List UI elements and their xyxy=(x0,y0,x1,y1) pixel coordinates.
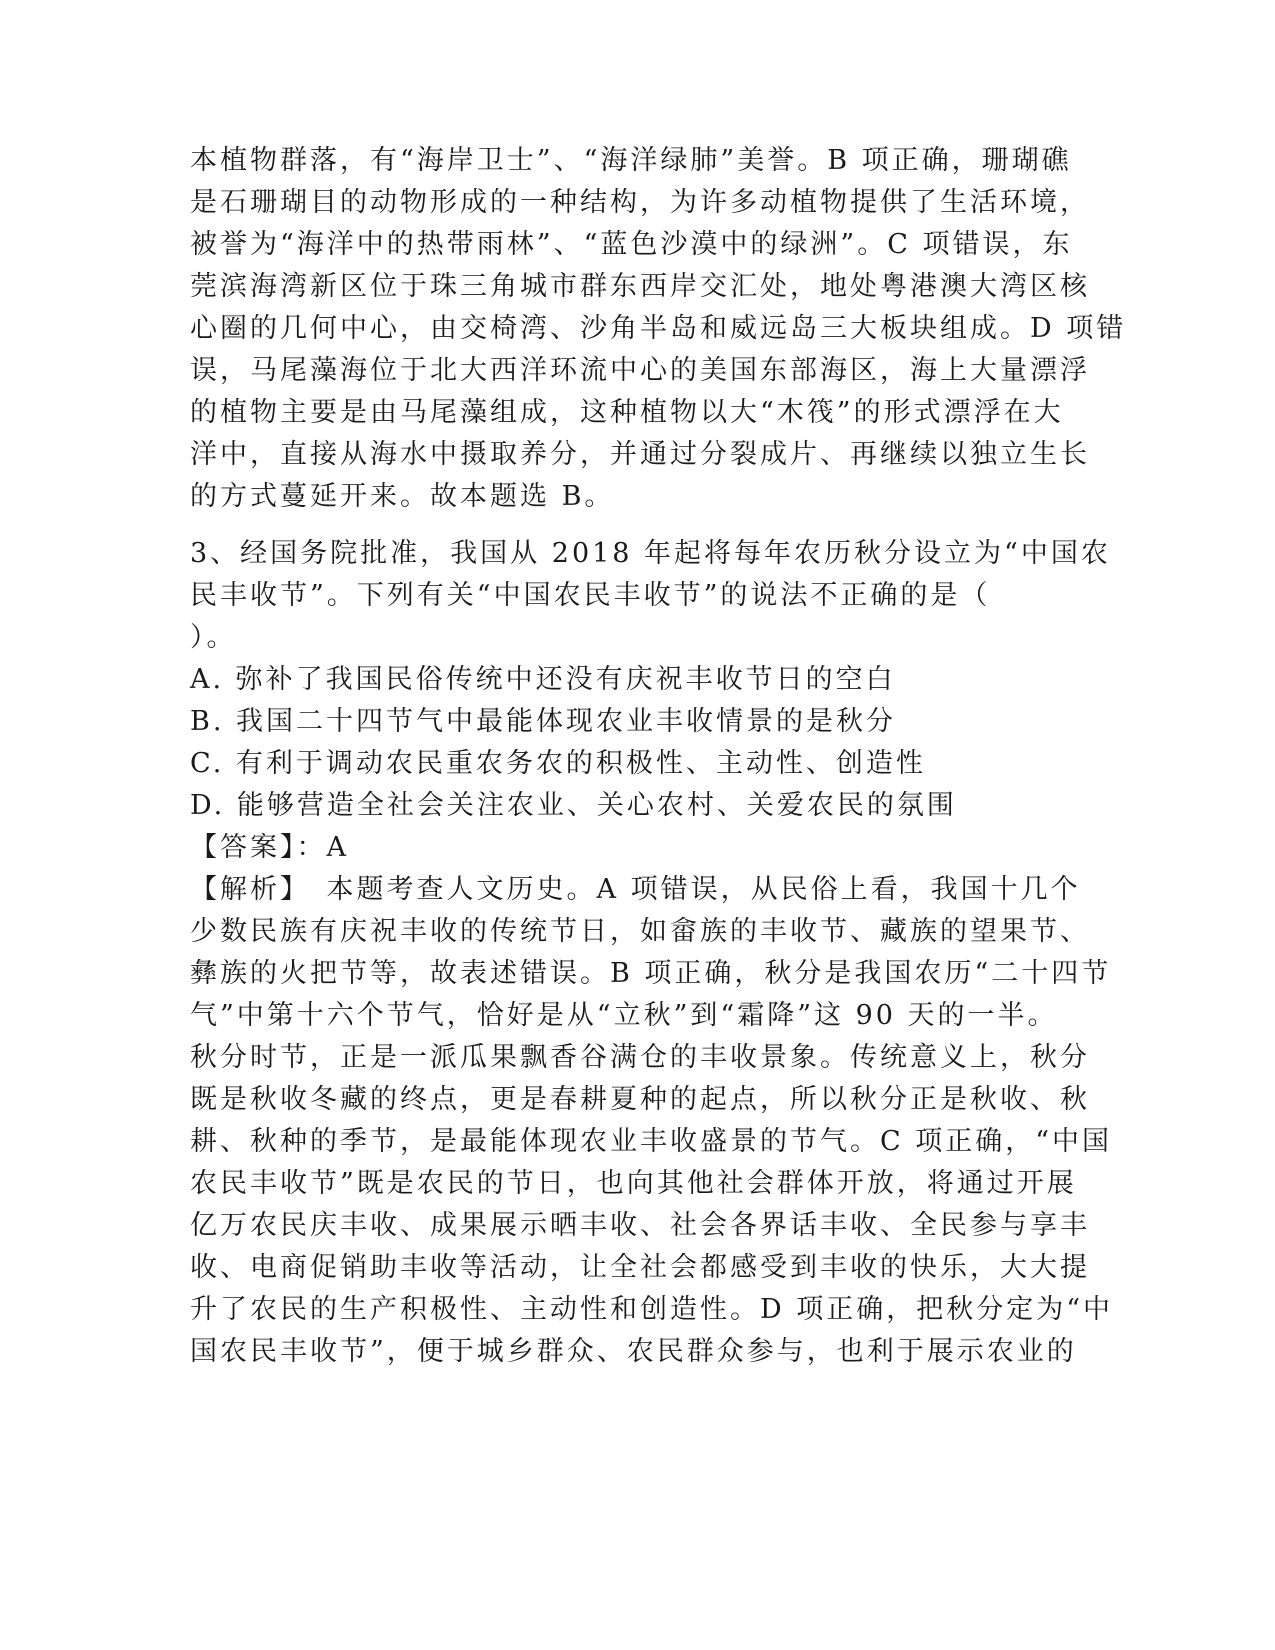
analysis-line: 农民丰收节”既是农民的节日，也向其他社会群体开放，将通过开展 xyxy=(190,1168,1077,1199)
option-a: A. 弥补了我国民俗传统中还没有庆祝丰收节日的空白 xyxy=(190,664,896,695)
option-c: C. 有利于调动农民重农务农的积极性、主动性、创造性 xyxy=(190,748,926,779)
analysis-line: 少数民族有庆祝丰收的传统节日，如畲族的丰收节、藏族的望果节、 xyxy=(190,916,1090,947)
analysis-line: 秋分时节，正是一派瓜果飘香谷满仓的丰收景象。传统意义上，秋分 xyxy=(190,1042,1090,1073)
prev-analysis-line: 被誉为“海洋中的热带雨林”、“蓝色沙漠中的绿洲”。C 项错误，东 xyxy=(190,229,1073,260)
analysis-line: 升了农民的生产积极性、主动性和创造性。D 项正确，把秋分定为“中 xyxy=(190,1294,1114,1325)
prev-analysis-line: 心圈的几何中心，由交椅湾、沙角半岛和威远岛三大板块组成。D 项错 xyxy=(190,313,1127,344)
prev-analysis-line: 洋中，直接从海水中摄取养分，并通过分裂成片、再继续以独立生长 xyxy=(190,439,1090,470)
prev-analysis-line: 是石珊瑚目的动物形成的一种结构，为许多动植物提供了生活环境， xyxy=(190,187,1090,218)
analysis-line: 气”中第十六个节气，恰好是从“立秋”到“霜降”这 90 天的一半。 xyxy=(190,1000,1058,1031)
prev-analysis-line: 本植物群落，有“海岸卫士”、“海洋绿肺”美誉。B 项正确，珊瑚礁 xyxy=(190,145,1072,176)
question-stem-line: ）。 xyxy=(190,622,237,653)
question-stem-line: 3、经国务院批准，我国从 2018 年起将每年农历秋分设立为“中国农 xyxy=(190,538,1111,569)
prev-analysis-line: 的方式蔓延开来。故本题选 B。 xyxy=(190,481,615,512)
analysis-line: 耕、秋种的季节，是最能体现农业丰收盛景的节气。C 项正确，“中国 xyxy=(190,1126,1113,1157)
analysis-line: 既是秋收冬藏的终点，更是春耕夏种的起点，所以秋分正是秋收、秋 xyxy=(190,1084,1090,1115)
prev-analysis-line: 的植物主要是由马尾藻组成，这种植物以大“木筏”的形式漂浮在大 xyxy=(190,397,1064,428)
prev-analysis-line: 误，马尾藻海位于北大西洋环流中心的美国东部海区，海上大量漂浮 xyxy=(190,355,1090,386)
analysis-line: 彝族的火把节等，故表述错误。B 项正确，秋分是我国农历“二十四节 xyxy=(190,958,1112,989)
answer-line: 【答案】：A xyxy=(190,832,349,863)
prev-analysis-line: 莞滨海湾新区位于珠三角城市群东西岸交汇处，地处粤港澳大湾区核 xyxy=(190,271,1090,302)
analysis-line: 【解析】 本题考查人文历史。A 项错误，从民俗上看，我国十几个 xyxy=(190,874,1081,905)
analysis-line: 收、电商促销助丰收等活动，让全社会都感受到丰收的快乐，大大提 xyxy=(190,1252,1090,1283)
question-stem-line: 民丰收节”。下列有关“中国农民丰收节”的说法不正确的是（ xyxy=(190,580,991,611)
option-b: B. 我国二十四节气中最能体现农业丰收情景的是秋分 xyxy=(190,706,897,737)
analysis-line: 国农民丰收节”，便于城乡群众、农民群众参与，也利于展示农业的 xyxy=(190,1336,1077,1367)
analysis-line: 亿万农民庆丰收、成果展示晒丰收、社会各界话丰收、全民参与享丰 xyxy=(190,1210,1090,1241)
option-d: D. 能够营造全社会关注农业、关心农村、关爱农民的氛围 xyxy=(190,790,957,821)
